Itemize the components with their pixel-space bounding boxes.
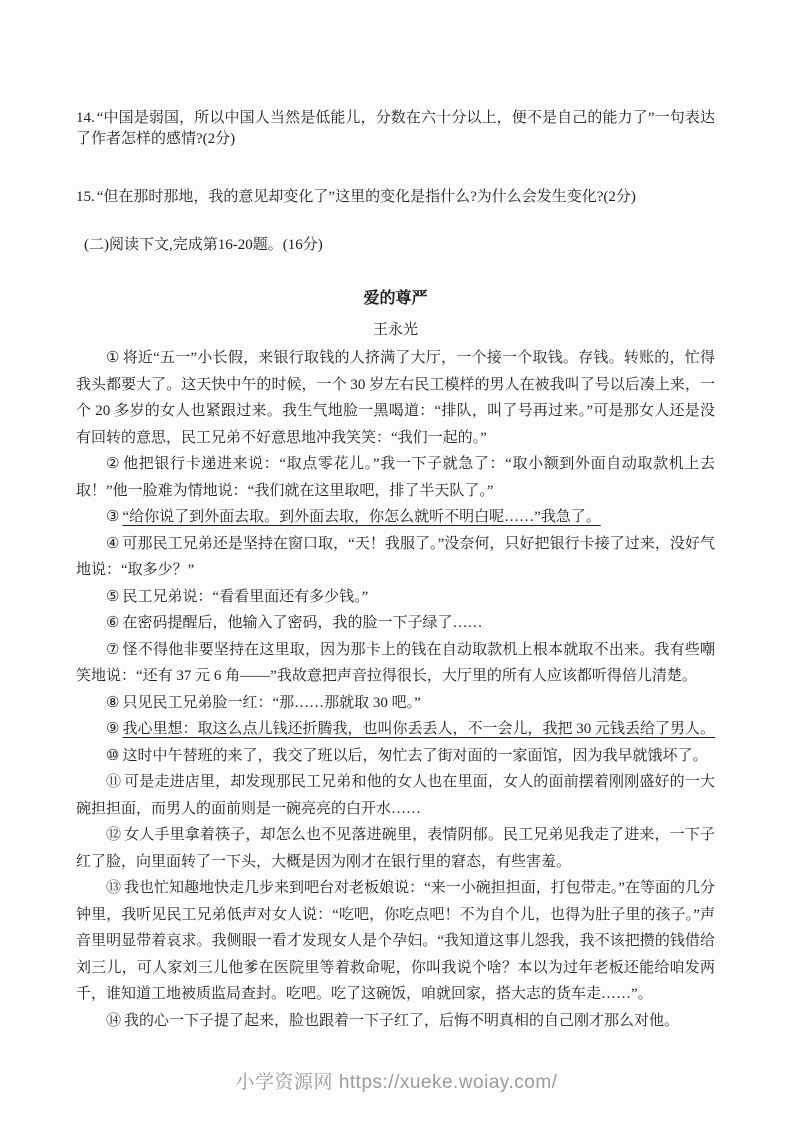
- question-14-number: 14.: [76, 110, 95, 126]
- passage-paragraph-11: [76, 769, 715, 822]
- paragraph-8-marker: ⑧: [106, 694, 120, 711]
- passage-paragraph-3: [76, 504, 715, 531]
- passage-title: 爱的尊严: [363, 290, 428, 307]
- passage-paragraph-9: [76, 716, 715, 743]
- passage-paragraph-1: [76, 345, 715, 451]
- paragraph-9-marker: ⑨: [106, 721, 120, 737]
- paragraph-5-marker: ⑤: [106, 588, 120, 605]
- paragraph-12-marker: ⑫: [106, 827, 122, 843]
- paragraph-9-text: 我心里想：取这么点儿钱还折腾我，也叫你丢丢人，不一会儿，我把 30 元钱丢给了男人。: [122, 721, 715, 737]
- paragraph-13-marker: ⑬: [106, 880, 122, 896]
- paragraph-11-marker: ⑪: [106, 774, 122, 790]
- question-14: [76, 108, 715, 150]
- passage-paragraph-4: [76, 531, 715, 584]
- paragraph-3-text: “给你说了到外面去取。到外面去取，你怎么就听不明白呢……”我急了。: [122, 509, 601, 525]
- paragraph-14-text: 我的心一下子提了起来，脸也跟着一下子红了，后悔不明真相的自己刚才那么对他。: [124, 1012, 680, 1029]
- question-15-text: “但在那时那地，我的意见却变化了”这里的变化是指什么?为什么会发生变化?(2分): [96, 189, 636, 205]
- paragraph-4-text: 可那民工兄弟还是坚持在窗口取，“天！我服了。”没奈何，只好把银行卡接了过来，没好气地说：“取多少？”: [76, 535, 715, 578]
- paragraph-8-text: 只见民工兄弟脸一红：“那……那就取 30 吧。”: [122, 694, 421, 711]
- watermark-footer: 小学资源网 https://xueke.woiay.com/: [235, 1072, 558, 1093]
- passage-paragraph-14: [76, 1008, 715, 1035]
- paragraph-5-text: 民工兄弟说：“看看里面还有多少钱。”: [122, 588, 369, 605]
- passage-author: 王永光: [372, 322, 418, 338]
- paragraph-12-text: 女人手里拿着筷子，却怎么也不见落进碗里，表情阴郁。民工兄弟见我走了进来，一下子红了脸，向里面转了一下头，大概是因为刚才在银行里的窘态，有些害羞。: [76, 827, 715, 870]
- paragraph-10-marker: ⑩: [106, 747, 120, 764]
- question-15-number: 15.: [76, 189, 95, 205]
- paragraph-10-text: 这时中午替班的来了，我交了班以后，匆忙去了街对面的一家面馆，因为我早就饿坏了。: [122, 747, 708, 764]
- paragraph-2-text: 他把银行卡递进来说：“取点零花儿。”我一下子就急了：“取小额到外面自动取款机上去取！”他一脸难为情地说：“我们就在这里取吧，排了半天队了。”: [76, 456, 715, 499]
- passage-paragraph-2: [76, 451, 715, 504]
- paragraph-3-marker: ③: [106, 509, 120, 525]
- passage-paragraph-7: [76, 637, 715, 690]
- passage-paragraph-6: [76, 610, 715, 637]
- passage-paragraph-5: [76, 584, 715, 611]
- paragraph-13-text: 我也忙知趣地快走几步来到吧台对老板娘说：“来一小碗担担面，打包带走。”在等面的几分钟里，我听见民工兄弟低声对女人说：“吃吧，你吃点吧！不为自个儿，也得为肚子里的孩子。”声音里明显带着哀求。我侧眼一看才发现女人是个孕妇。“我知道这事儿怨我，我不该把攒的钱借给刘三儿，可人家刘三儿他爹在医院里等着救命呢，你叫我说个啥？本以为过年老板还能给咱发两千，谁知道工地被质监局查封。吃吧。吃了这碗饭，咱就回家，搭大志的货车走……”。: [76, 880, 715, 1002]
- paragraph-1-text: 将近“五一”小长假，来银行取钱的人挤满了大厅，一个接一个取钱。存钱。转账的，忙得我头都要大了。这天快中午的时候，一个 30 岁左右民工模样的男人在被我叫了号以后凑上来，一个 20 多岁的女人也紧跟过来。我生气地脸一黑喝道：“排队，叫了号再过来。”可是那女人还是没有回转的意思，民工兄弟不好意思地冲我笑笑：“我们一起的。”: [76, 350, 715, 446]
- passage-paragraph-13: [76, 875, 715, 1008]
- paragraph-7-text: 怪不得他非要坚持在这里取，因为那卡上的钱在自动取款机上根本就取不出来。我有些嘲笑地说：“还有 37 元 6 角——”我故意把声音拉得很长，大厅里的所有人应该都听得倍儿清楚。: [76, 641, 715, 684]
- paragraph-11-text: 可是走进店里，却发现那民工兄弟和他的女人也在里面，女人的面前摆着刚刚盛好的一大碗担担面，而男人的面前则是一碗亮亮的白开水……: [76, 774, 715, 817]
- paragraph-7-marker: ⑦: [106, 641, 120, 658]
- paragraph-4-marker: ④: [106, 535, 120, 552]
- passage-paragraph-10: [76, 743, 715, 770]
- paragraph-1-marker: ①: [106, 350, 120, 366]
- passage-paragraph-8: [76, 690, 715, 717]
- paragraph-14-marker: ⑭: [106, 1012, 122, 1029]
- section-header: (二)阅读下文,完成第16-20题。(16分): [84, 237, 323, 253]
- passage-body: [76, 345, 715, 1034]
- passage-paragraph-12: [76, 822, 715, 875]
- paragraph-6-marker: ⑥: [106, 615, 120, 631]
- paragraph-6-text: 在密码提醒后，他输入了密码，我的脸一下子绿了……: [122, 615, 483, 631]
- question-14-text: “中国是弱国，所以中国人当然是低能儿，分数在六十分以上，便不是自己的能力了”一句表达了作者怎样的感情?(2分): [76, 110, 715, 147]
- question-15: [76, 187, 715, 208]
- paragraph-2-marker: ②: [106, 456, 121, 472]
